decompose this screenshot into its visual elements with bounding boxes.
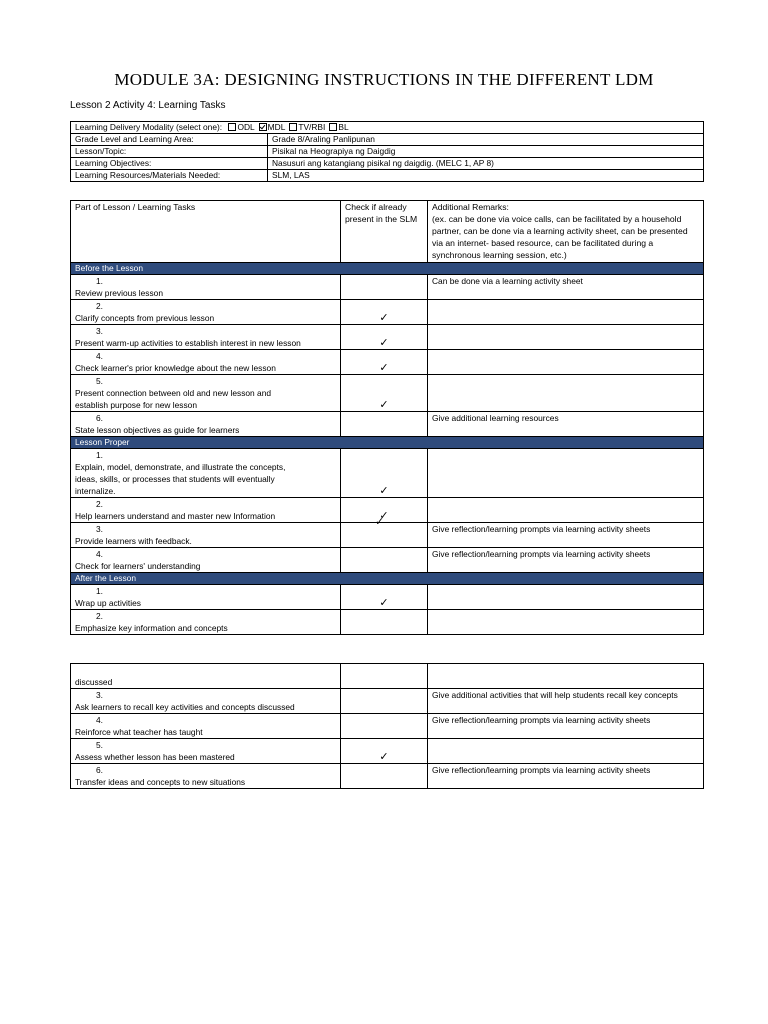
task-text: Transfer ideas and concepts to new situations xyxy=(75,777,246,787)
check-cell xyxy=(341,350,428,375)
check-cell xyxy=(341,764,428,789)
task-row xyxy=(71,523,704,548)
task-number: 4. xyxy=(96,351,103,361)
remark-cell: Can be done via a learning activity sheet xyxy=(428,275,704,300)
remark-cell xyxy=(428,498,704,523)
page-subtitle: Lesson 2 Activity 4: Learning Tasks xyxy=(70,100,226,111)
task-cell xyxy=(71,325,341,350)
remark-cell xyxy=(428,664,704,689)
task-number: 5. xyxy=(96,740,103,750)
modality-option-label: BL xyxy=(338,122,349,132)
task-row xyxy=(71,764,704,789)
info-value: SLM, LAS xyxy=(268,170,704,182)
info-label: Grade Level and Learning Area: xyxy=(71,134,268,146)
learning-tasks-table-continued xyxy=(70,663,704,789)
check-mark: ✓ xyxy=(379,362,389,374)
task-text: Provide learners with feedback. xyxy=(75,536,192,546)
task-row xyxy=(71,350,704,375)
info-value: Nasusuri ang katangiang pisikal ng daigdig. (MELC 1, AP 8) xyxy=(268,158,704,170)
task-row xyxy=(71,325,704,350)
task-text: Assess whether lesson has been mastered xyxy=(75,752,235,762)
task-row xyxy=(71,412,704,437)
header-check-present: Check if already present in the SLM xyxy=(341,201,428,263)
task-number: 1. xyxy=(96,276,103,286)
info-label: Learning Objectives: xyxy=(71,158,268,170)
task-row xyxy=(71,689,704,714)
table-header-row xyxy=(71,201,704,263)
check-mark: ✓ xyxy=(379,337,389,349)
task-row xyxy=(71,498,704,523)
remark-cell: Give reflection/learning prompts via learning activity sheets xyxy=(428,548,704,573)
remark-cell: Give additional learning resources xyxy=(428,412,704,437)
remark-cell: Give reflection/learning prompts via learning activity sheets xyxy=(428,764,704,789)
task-cell xyxy=(71,275,341,300)
header-part-of-lesson: Part of Lesson / Learning Tasks xyxy=(71,201,341,263)
task-row xyxy=(71,375,704,412)
task-text: discussed xyxy=(75,677,113,687)
check-cell xyxy=(341,610,428,635)
task-text: Emphasize key information and concepts xyxy=(75,623,228,633)
remark-cell: Give reflection/learning prompts via learning activity sheets xyxy=(428,714,704,739)
task-text: State lesson objectives as guide for learners xyxy=(75,425,240,435)
task-row xyxy=(71,610,704,635)
section-header-row xyxy=(71,573,704,585)
task-number: 1. xyxy=(96,586,103,596)
check-mark: ✓ xyxy=(379,399,389,411)
task-number: 2. xyxy=(96,301,103,311)
checkbox-icon[interactable] xyxy=(289,123,297,131)
task-number: 4. xyxy=(96,715,103,725)
task-text: Present warm-up activities to establish interest in new lesson xyxy=(75,338,301,348)
task-cell xyxy=(71,300,341,325)
checkbox-icon[interactable] xyxy=(228,123,236,131)
check-cell xyxy=(341,300,428,325)
info-label: Learning Resources/Materials Needed: xyxy=(71,170,268,182)
task-row xyxy=(71,585,704,610)
remark-cell xyxy=(428,350,704,375)
task-cell xyxy=(71,498,341,523)
check-mark: ✓ xyxy=(379,510,389,522)
modality-row xyxy=(71,122,704,134)
task-cell xyxy=(71,689,341,714)
task-text: Present connection between old and new lesson and establish purpose for new lesson xyxy=(75,388,272,410)
header-remarks-title: Additional Remarks: xyxy=(432,202,509,212)
task-number: 2. xyxy=(96,611,103,621)
info-value: Pisikal na Heograpiya ng Daigdig xyxy=(268,146,704,158)
task-cell xyxy=(71,375,341,412)
check-mark: ✓ xyxy=(379,751,389,763)
remark-cell xyxy=(428,375,704,412)
check-cell xyxy=(341,689,428,714)
remark-cell xyxy=(428,449,704,498)
modality-label: Learning Delivery Modality (select one): xyxy=(75,122,223,132)
task-cell xyxy=(71,548,341,573)
task-cell xyxy=(71,412,341,437)
check-cell xyxy=(341,412,428,437)
remark-cell xyxy=(428,325,704,350)
remark-cell xyxy=(428,585,704,610)
remark-cell: Give reflection/learning prompts via learning activity sheets xyxy=(428,523,704,548)
info-row xyxy=(71,146,704,158)
task-text: Explain, model, demonstrate, and illustrate the concepts, ideas, skills, or processes that students will eventually internalize. xyxy=(75,462,286,496)
section-title: After the Lesson xyxy=(71,573,704,585)
task-cell xyxy=(71,523,341,548)
checkbox-icon[interactable] xyxy=(329,123,337,131)
header-remarks-note: (ex. can be done via voice calls, can be facilitated by a household partner, can be done via a learning activity sheet, can be presented via an internet- based resource, can be facilitated during a synchronous learning session, etc.) xyxy=(432,214,688,260)
modality-option-label: ODL xyxy=(237,122,255,132)
section-title: Before the Lesson xyxy=(71,263,704,275)
task-number: 1. xyxy=(96,450,103,460)
info-row xyxy=(71,134,704,146)
task-text: Wrap up activities xyxy=(75,598,141,608)
check-cell xyxy=(341,714,428,739)
modality-cell xyxy=(71,122,704,134)
task-row xyxy=(71,664,704,689)
check-cell xyxy=(341,325,428,350)
task-row xyxy=(71,739,704,764)
task-cell xyxy=(71,664,341,689)
check-cell xyxy=(341,739,428,764)
check-cell xyxy=(341,275,428,300)
task-cell xyxy=(71,449,341,498)
task-cell xyxy=(71,350,341,375)
task-cell xyxy=(71,714,341,739)
header-remarks xyxy=(428,201,704,263)
check-mark: ✓ xyxy=(375,516,385,528)
page-title: MODULE 3A: DESIGNING INSTRUCTIONS IN THE DIFFERENT LDM xyxy=(114,70,654,89)
check-mark: ✓ xyxy=(379,485,389,497)
checkbox-icon[interactable] xyxy=(259,123,267,131)
modality-option-label: MDL xyxy=(267,122,286,132)
task-number: 2. xyxy=(96,499,103,509)
section-title: Lesson Proper xyxy=(71,437,704,449)
check-cell xyxy=(341,449,428,498)
task-number: 6. xyxy=(96,413,103,423)
task-row xyxy=(71,714,704,739)
task-text: Check learner's prior knowledge about the new lesson xyxy=(75,363,276,373)
check-mark: ✓ xyxy=(379,597,389,609)
task-row xyxy=(71,300,704,325)
check-cell xyxy=(341,585,428,610)
task-number: 4. xyxy=(96,549,103,559)
check-mark: ✓ xyxy=(379,312,389,324)
task-cell xyxy=(71,585,341,610)
task-number: 3. xyxy=(96,326,103,336)
info-label: Lesson/Topic: xyxy=(71,146,268,158)
task-text: Reinforce what teacher has taught xyxy=(75,727,203,737)
info-row xyxy=(71,170,704,182)
info-row xyxy=(71,158,704,170)
task-text: Review previous lesson xyxy=(75,288,163,298)
modality-option-label: TV/RBI xyxy=(298,122,326,132)
remark-cell xyxy=(428,739,704,764)
section-header-row xyxy=(71,263,704,275)
remark-cell: Give additional activities that will help students recall key concepts xyxy=(428,689,704,714)
info-value: Grade 8/Araling Panlipunan xyxy=(268,134,704,146)
check-cell xyxy=(341,664,428,689)
check-cell xyxy=(341,375,428,412)
section-header-row xyxy=(71,437,704,449)
task-cell xyxy=(71,610,341,635)
task-text: Ask learners to recall key activities and concepts discussed xyxy=(75,702,295,712)
check-cell xyxy=(341,548,428,573)
remark-cell xyxy=(428,300,704,325)
task-text: Check for learners' understanding xyxy=(75,561,201,571)
task-cell xyxy=(71,739,341,764)
task-row xyxy=(71,275,704,300)
task-text: Help learners understand and master new Information xyxy=(75,511,276,521)
task-number: 3. xyxy=(96,524,103,534)
remark-cell xyxy=(428,610,704,635)
lesson-info-table xyxy=(70,121,704,182)
task-text: Clarify concepts from previous lesson xyxy=(75,313,215,323)
learning-tasks-table xyxy=(70,200,704,635)
task-row xyxy=(71,449,704,498)
task-number: 5. xyxy=(96,376,103,386)
task-row xyxy=(71,548,704,573)
task-number: 6. xyxy=(96,765,103,775)
task-number: 3. xyxy=(96,690,103,700)
task-cell xyxy=(71,764,341,789)
